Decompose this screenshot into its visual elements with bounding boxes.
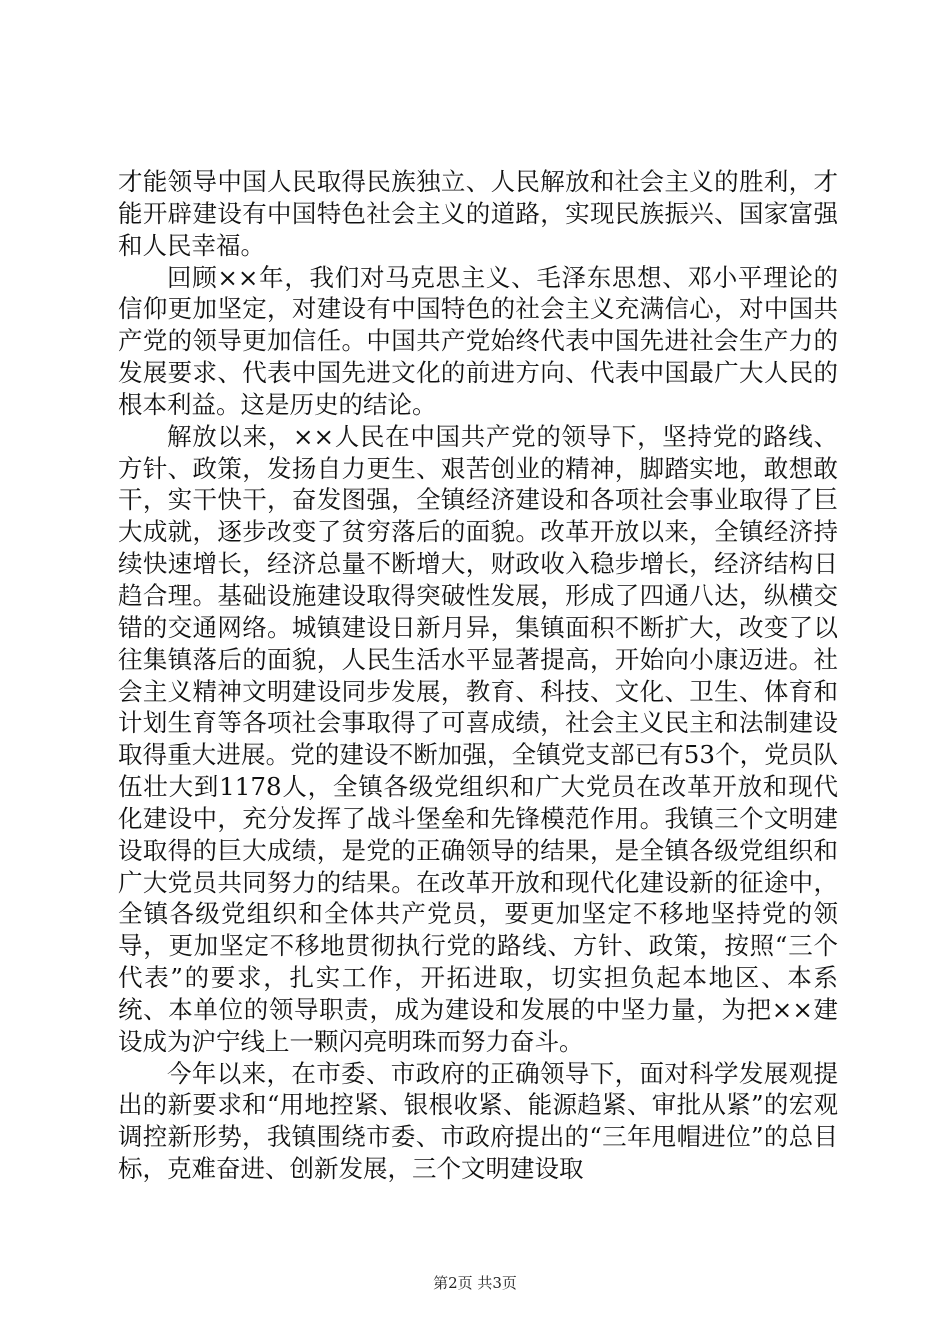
paragraph-4: 今年以来，在市委、市政府的正确领导下，面对科学发展观提出的新要求和“用地控紧、银根收紧、能源趋紧、审批从紧”的宏观调控新形势，我镇围绕市委、市政府提出的“三年甩帽进位”的总目标，克难奋进、创新发展，三个文明建设取: [118, 1058, 838, 1184]
paragraph-1: 才能领导中国人民取得民族独立、人民解放和社会主义的胜利，才能开辟建设有中国特色社会主义的道路，实现民族振兴、国家富强和人民幸福。: [118, 167, 838, 260]
page-footer: 第2页 共3页: [433, 1274, 517, 1292]
paragraph-2: 回顾××年，我们对马克思主义、毛泽东思想、邓小平理论的信仰更加坚定，对建设有中国特色的社会主义充满信心，对中国共产党的领导更加信任。中国共产党始终代表中国先进社会生产力的发展要求、代表中国先进文化的前进方向、代表中国最广大人民的根本利益。这是历史的结论。: [118, 262, 838, 419]
body-text: [118, 166, 838, 1185]
paragraph-3: 解放以来，××人民在中国共产党的领导下，坚持党的路线、方针、政策，发扬自力更生、艰苦创业的精神，脚踏实地，敢想敢干，实干快干，奋发图强，全镇经济建设和各项社会事业取得了巨大成就，逐步改变了贫穷落后的面貌。改革开放以来，全镇经济持续快速增长，经济总量不断增大，财政收入稳步增长，经济结构日趋合理。基础设施建设取得突破性发展，形成了四通八达，纵横交错的交通网络。城镇建设日新月异，集镇面积不断扩大，改变了以往集镇落后的面貌，人民生活水平显著提高，开始向小康迈进。社会主义精神文明建设同步发展，教育、科技、文化、卫生、体育和计划生育等各项社会事取得了可喜成绩，社会主义民主和法制建设取得重大进展。党的建设不断加强，全镇党支部已有53个，党员队伍壮大到1178人，全镇各级党组织和广大党员在改革开放和现代化建设中，充分发挥了战斗堡垒和先锋模范作用。我镇三个文明建设取得的巨大成绩，是党的正确领导的结果，是全镇各级党组织和广大党员共同努力的结果。在改革开放和现代化建设新的征途中，全镇各级党组织和全体共产党员，要更加坚定不移地坚持党的领导，更加坚定不移地贯彻执行党的路线、方针、政策，按照“三个代表”的要求，扎实工作，开拓进取，切实担负起本地区、本系统、本单位的领导职责，成为建设和发展的中坚力量，为把××建设成为沪宁线上一颗闪亮明珠而努力奋斗。: [118, 421, 838, 1056]
